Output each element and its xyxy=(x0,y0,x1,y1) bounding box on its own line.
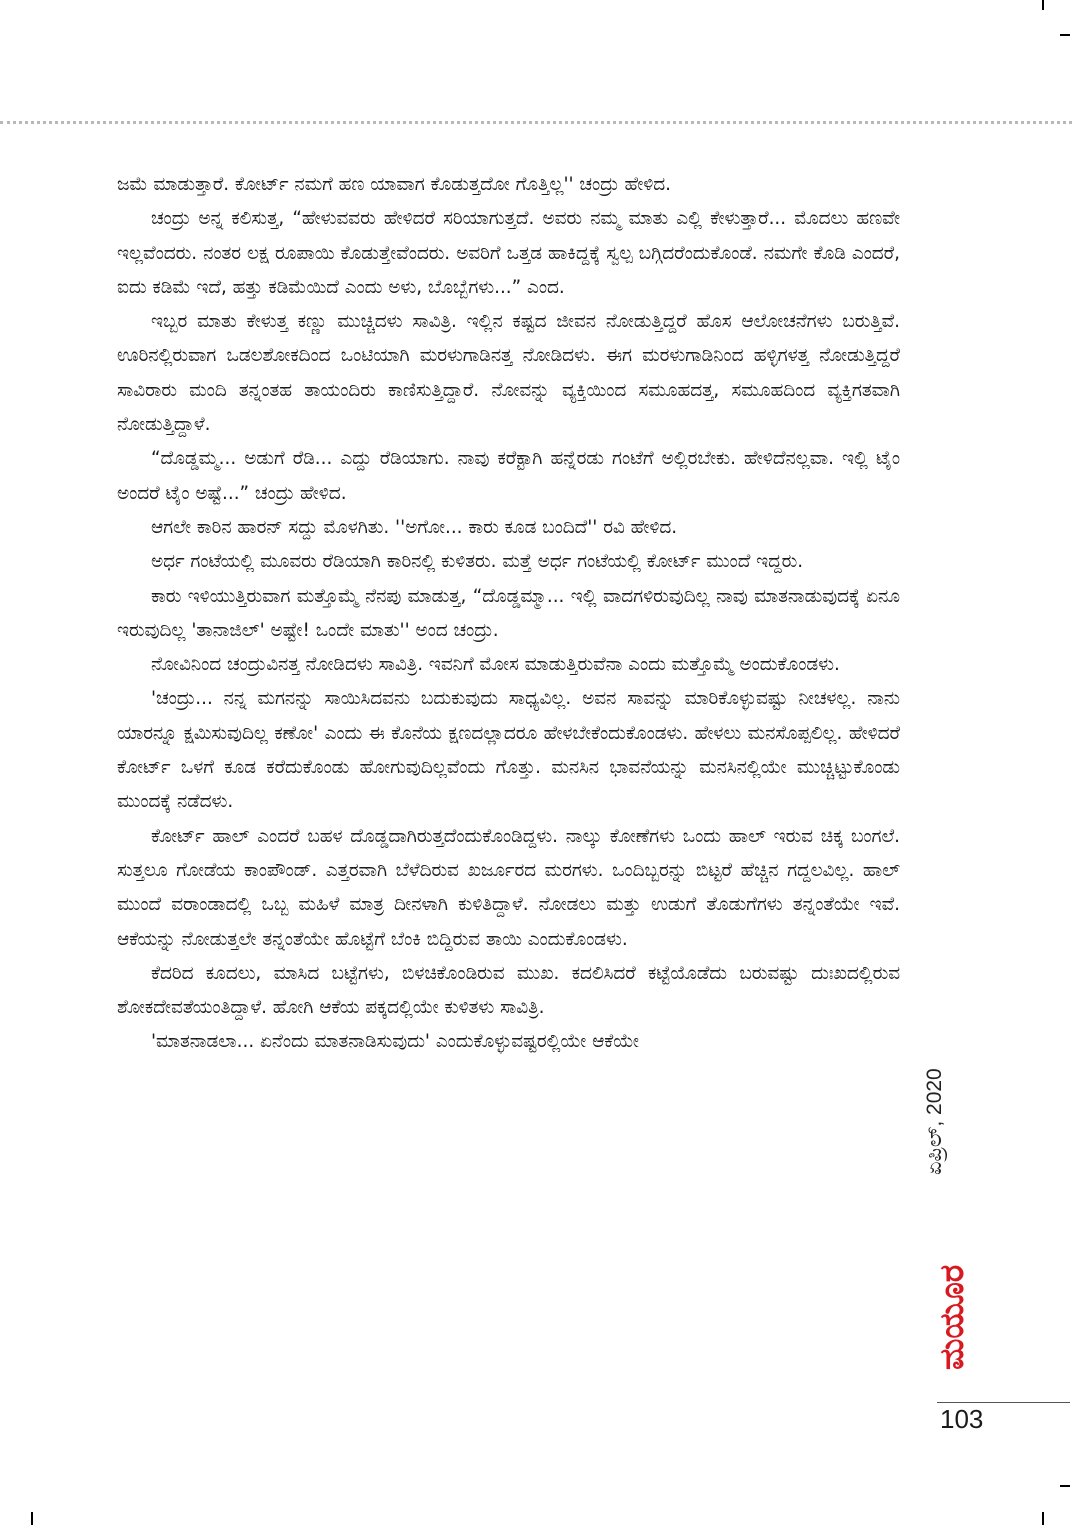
crop-mark-bottom-left-vertical xyxy=(31,1512,33,1525)
crop-mark-top-right-horizontal xyxy=(1060,34,1070,36)
paragraph: ಅರ್ಧ ಗಂಟೆಯಲ್ಲಿ ಮೂವರು ರೆಡಿಯಾಗಿ ಕಾರಿನಲ್ಲಿ ಕುಳಿತರು. ಮತ್ತೆ ಅರ್ಧ ಗಂಟೆಯಲ್ಲಿ ಕೋರ್ಟ್ ಮುಂದೆ ಇದ್ದರು. xyxy=(151,551,804,573)
paragraph: 'ಮಾತನಾಡಲಾ... ಏನೆಂದು ಮಾತನಾಡಿಸುವುದು' ಎಂದುಕೊಳ್ಳುವಷ್ಟರಲ್ಲಿಯೇ ಆಕೆಯೇ xyxy=(151,1031,639,1053)
paragraph: ನೋವಿನಿಂದ ಚಂದ್ರುವಿನತ್ತ ನೋಡಿದಳು ಸಾವಿತ್ರಿ. ಇವನಿಗೆ ಮೋಸ ಮಾಡುತ್ತಿರುವೆನಾ ಎಂದು ಮತ್ತೊಮ್ಮೆ ಅಂದುಕೊಂಡಳು. xyxy=(151,654,840,676)
footer-rule xyxy=(937,1402,1070,1403)
crop-mark-bottom-right-vertical xyxy=(1042,1512,1044,1525)
paragraph: ಕೆದರಿದ ಕೂದಲು, ಮಾಸಿದ ಬಟ್ಟೆಗಳು, ಬಿಳಚಿಕೊಂಡಿರುವ ಮುಖ. ಕದಲಿಸಿದರೆ ಕಟ್ಟೆಯೊಡೆದು ಬರುವಷ್ಟು ದುಃಖದಲ್ಲಿರುವ ಶೋಕದೇವತೆಯಂತಿದ್ದಾಳೆ. ಹೋಗಿ ಆಕೆಯ ಪಕ್ಕದಲ್ಲಿಯೇ ಕುಳಿತಳು ಸಾವಿತ್ರಿ. xyxy=(117,962,900,1019)
crop-mark-bottom-right-horizontal xyxy=(1060,1485,1070,1487)
paragraph: ಕೋರ್ಟ್ ಹಾಲ್ ಎಂದರೆ ಬಹಳ ದೊಡ್ಡದಾಗಿರುತ್ತದೆಂದುಕೊಂಡಿದ್ದಳು. ನಾಲ್ಕು ಕೋಣೆಗಳು ಒಂದು ಹಾಲ್ ಇರುವ ಚಿಕ್ಕ ಬಂಗಲೆ. ಸುತ್ತಲೂ ಗೋಡೆಯ ಕಾಂಪೌಂಡ್. ಎತ್ತರವಾಗಿ ಬೆಳೆದಿರುವ ಖರ್ಜೂರದ ಮರಗಳು. ಒಂದಿಬ್ಬರನ್ನು ಬಿಟ್ಟರೆ ಹೆಚ್ಚಿನ ಗದ್ದಲವಿಲ್ಲ. ಹಾಲ್ ಮುಂದೆ ವರಾಂಡಾದಲ್ಲಿ ಒಬ್ಬ ಮಹಿಳೆ ಮಾತ್ರ ದೀನಳಾಗಿ ಕುಳಿತಿದ್ದಾಳೆ. ನೋಡಲು ಮತ್ತು ಉಡುಗೆ ತೊಡುಗೆಗಳು ತನ್ನಂತೆಯೇ ಇವೆ. ಆಕೆಯನ್ನು ನೋಡುತ್ತಲೇ ತನ್ನಂತೆಯೇ ಹೊಟ್ಟೆಗೆ ಬೆಂಕಿ ಬಿದ್ದಿರುವ ತಾಯಿ ಎಂದುಕೊಂಡಳು. xyxy=(117,825,900,950)
paragraph: ಆಗಲೇ ಕಾರಿನ ಹಾರನ್ ಸದ್ದು ಮೊಳಗಿತು. ''ಅಗೋ... ಕಾರು ಕೂಡ ಬಂದಿದೆ'' ರವಿ ಹೇಳಿದ. xyxy=(151,516,678,538)
paragraph: 'ಚಂದ್ರು... ನನ್ನ ಮಗನನ್ನು ಸಾಯಿಸಿದವನು ಬದುಕುವುದು ಸಾಧ್ಯವಿಲ್ಲ. ಅವನ ಸಾವನ್ನು ಮಾರಿಕೊಳ್ಳುವಷ್ಟು ನೀಚಳಲ್ಲ. ನಾನು ಯಾರನ್ನೂ ಕ್ಷಮಿಸುವುದಿಲ್ಲ ಕಣೋ' ಎಂದು ಈ ಕೊನೆಯ ಕ್ಷಣದಲ್ಲಾದರೂ ಹೇಳಬೇಕೆಂದುಕೊಂಡಳು. ಹೇಳಲು ಮನಸೊಪ್ಪಲಿಲ್ಲ. ಹೇಳಿದರೆ ಕೋರ್ಟ್ ಒಳಗೆ ಕೂಡ ಕರೆದುಕೊಂಡು ಹೋಗುವುದಿಲ್ಲವೆಂದು ಗೊತ್ತು. ಮನಸಿನ ಭಾವನೆಯನ್ನು ಮನಸಿನಲ್ಲಿಯೇ ಮುಚ್ಚಿಟ್ಟುಕೊಂಡು ಮುಂದಕ್ಕೆ ನಡೆದಳು. xyxy=(117,688,900,813)
paragraph: ಕಾರು ಇಳಿಯುತ್ತಿರುವಾಗ ಮತ್ತೊಮ್ಮೆ ನೆನಪು ಮಾಡುತ್ತ, “ದೊಡ್ಡಮ್ಮಾ... ಇಲ್ಲಿ ವಾದಗಳಿರುವುದಿಲ್ಲ ನಾವು ಮಾತನಾಡುವುದಕ್ಕೆ ಏನೂ ಇರುವುದಿಲ್ಲ 'ತಾನಾಜಿಲ್' ಅಷ್ಟೇ! ಒಂದೇ ಮಾತು'' ಅಂದ ಚಂದ್ರು. xyxy=(117,585,900,641)
article-body xyxy=(117,168,900,1060)
page-number: 103 xyxy=(940,1404,984,1434)
header-dotted-rule xyxy=(0,121,1072,124)
paragraph: ಜಮೆ ಮಾಡುತ್ತಾರೆ. ಕೋರ್ಟ್ ನಮಗೆ ಹಣ ಯಾವಾಗ ಕೊಡುತ್ತದೋ ಗೊತ್ತಿಲ್ಲ'' ಚಂದ್ರು ಹೇಳಿದ. xyxy=(117,174,672,195)
crop-mark-top-right-vertical xyxy=(1042,0,1044,10)
paragraph: ಇಬ್ಬರ ಮಾತು ಕೇಳುತ್ತ ಕಣ್ಣು ಮುಚ್ಚಿದಳು ಸಾವಿತ್ರಿ. ಇಲ್ಲಿನ ಕಷ್ಟದ ಜೀವನ ನೋಡುತ್ತಿದ್ದರೆ ಹೊಸ ಆಲೋಚನೆಗಳು ಬರುತ್ತಿವೆ. ಊರಿನಲ್ಲಿರುವಾಗ ಒಡಲಶೋಕದಿಂದ ಒಂಟಿಯಾಗಿ ಮರಳುಗಾಡಿನತ್ತ ನೋಡಿದಳು. ಈಗ ಮರಳುಗಾಡಿನಿಂದ ಹಳ್ಳಿಗಳತ್ತ ನೋಡುತ್ತಿದ್ದರೆ ಸಾವಿರಾರು ಮಂದಿ ತನ್ನಂತಹ ತಾಯಂದಿರು ಕಾಣಿಸುತ್ತಿದ್ದಾರೆ. ನೋವನ್ನು ವ್ಯಕ್ತಿಯಿಂದ ಸಮೂಹದತ್ತ, ಸಮೂಹದಿಂದ ವ್ಯಕ್ತಿಗತವಾಗಿ ನೋಡುತ್ತಿದ್ದಾಳೆ. xyxy=(117,311,900,436)
paragraph: “ದೊಡ್ಡಮ್ಮ... ಅಡುಗೆ ರೆಡಿ... ಎದ್ದು ರೆಡಿಯಾಗು. ನಾವು ಕರೆಕ್ಟಾಗಿ ಹನ್ನೆರಡು ಗಂಟೆಗೆ ಅಲ್ಲಿರಬೇಕು. ಹೇಳಿದೆನಲ್ಲವಾ. ಇಲ್ಲಿ ಟೈಂ ಅಂದರೆ ಟೈಂ ಅಷ್ಟೆ...” ಚಂದ್ರು ಹೇಳಿದ. xyxy=(117,448,900,504)
magazine-logo: ಮಯೂರ xyxy=(932,1264,971,1370)
issue-date: ಏಪ್ರಿಲ್, 2020 xyxy=(923,1068,946,1175)
paragraph: ಚಂದ್ರು ಅನ್ನ ಕಲಿಸುತ್ತ, “ಹೇಳುವವರು ಹೇಳಿದರೆ ಸರಿಯಾಗುತ್ತದೆ. ಅವರು ನಮ್ಮ ಮಾತು ಎಲ್ಲಿ ಕೇಳುತ್ತಾರೆ... ಮೊದಲು ಹಣವೇ ಇಲ್ಲವೆಂದರು. ನಂತರ ಲಕ್ಷ ರೂಪಾಯಿ ಕೊಡುತ್ತೇವೆಂದರು. ಅವರಿಗೆ ಒತ್ತಡ ಹಾಕಿದ್ದಕ್ಕೆ ಸ್ವಲ್ಪ ಬಗ್ಗಿದರೆಂದುಕೊಂಡೆ. ನಮಗೇ ಕೊಡಿ ಎಂದರೆ, ಐದು ಕಡಿಮೆ ಇದೆ, ಹತ್ತು ಕಡಿಮೆಯಿದೆ ಎಂದು ಅಳು, ಬೊಬ್ಬೆಗಳು...” ಎಂದ. xyxy=(117,208,900,298)
